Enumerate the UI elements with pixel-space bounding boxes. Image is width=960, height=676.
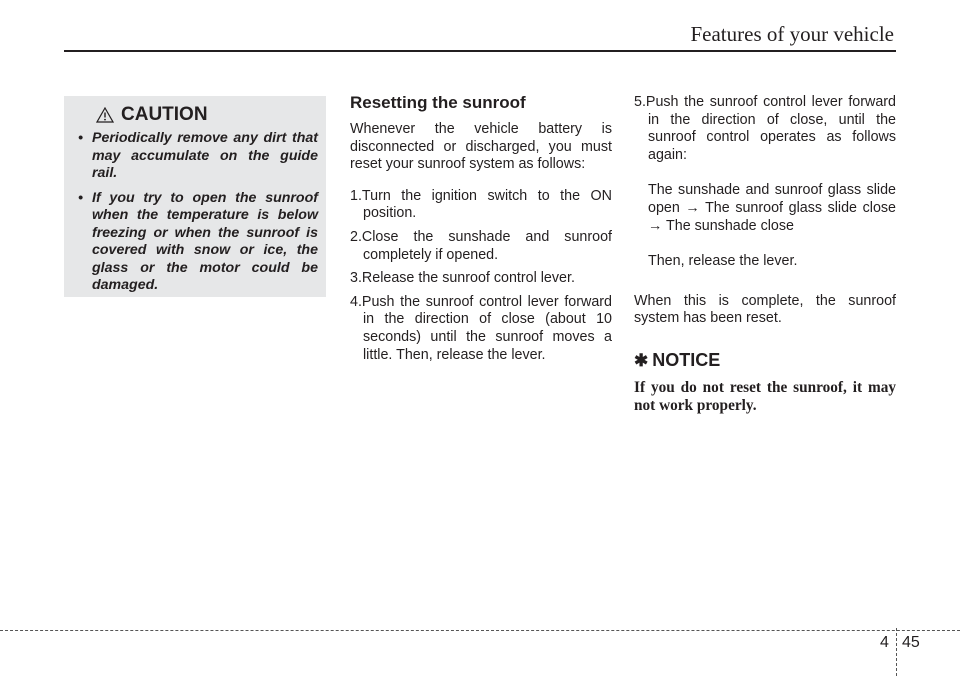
running-header: Features of your vehicle (690, 22, 894, 46)
step-item: 1.Turn the ignition switch to the ON position. (350, 187, 612, 222)
step5-sequence: The sunshade and sunroof glass slide open → The sunroof glass slide close → The sunshade close (648, 182, 896, 234)
caution-item-text: If you try to open the sunroof when the temperature is below freezing or when the sunroof is covered with snow or ice, the glass or the motor could be damaged. (92, 189, 318, 293)
caution-box (64, 96, 326, 297)
continued-column (634, 94, 896, 416)
bullet: • (78, 130, 83, 146)
caution-item-text: Periodically remove any dirt that may accumulate on the guide rail. (92, 130, 318, 181)
resetting-column (350, 121, 612, 370)
step5-then: Then, release the lever. (648, 253, 798, 270)
notice-heading (634, 349, 896, 370)
warning-triangle-icon (96, 107, 114, 123)
caution-item (72, 130, 318, 183)
chapter-number: 4 (880, 634, 889, 651)
steps-list (350, 188, 612, 364)
notice-text: If you do not reset the sunroof, it may not work properly. (634, 378, 896, 415)
caution-title: CAUTION (121, 104, 208, 125)
bullet: • (78, 189, 83, 206)
footer-rule (0, 630, 960, 631)
notice-star-icon: ✱ (634, 350, 649, 370)
step-item: 2.Close the sunshade and sunroof completely if opened. (350, 228, 612, 263)
intro-paragraph: Whenever the vehicle battery is disconnected or discharged, you must reset your sunroof system as follows: (350, 121, 612, 173)
page-number: 45 (902, 634, 920, 651)
caution-heading (72, 102, 318, 128)
completion-paragraph: When this is complete, the sunroof system has been reset. (634, 292, 896, 327)
caution-item (72, 190, 318, 295)
caution-list (72, 130, 318, 295)
step-item: 5.Push the sunroof control lever forward in the direction of close, until the sunroof control operates as follows again: (634, 94, 896, 163)
section-title: Resetting the sunroof (350, 93, 526, 112)
header-rule (64, 50, 896, 52)
step-item: 4.Push the sunroof control lever forward in the direction of close (about 10 seconds) until the sunroof moves a little. Then, release the lever. (350, 293, 612, 363)
footer-divider (896, 628, 897, 676)
step-item: 3.Release the sunroof control lever. (350, 270, 575, 287)
notice-title: NOTICE (652, 349, 721, 370)
